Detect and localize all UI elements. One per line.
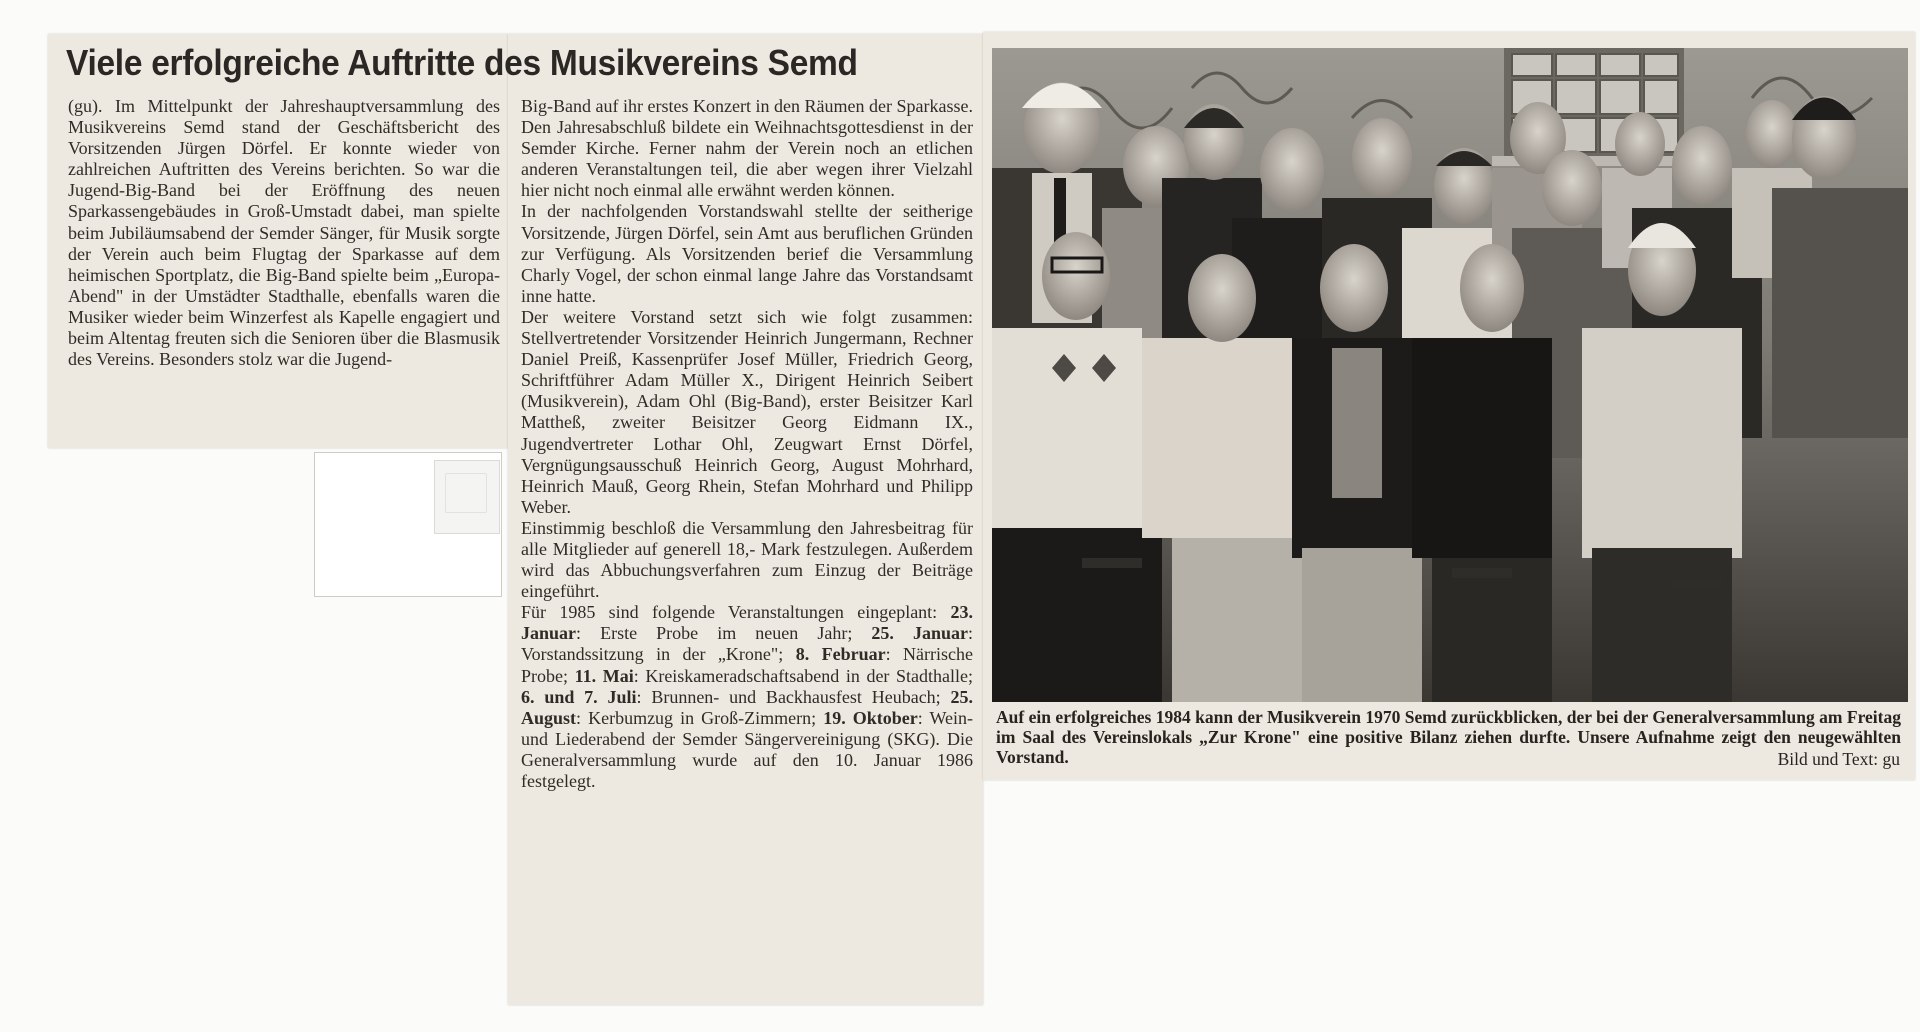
article-column-1 bbox=[68, 96, 500, 370]
column-2-paragraph-1: Big-Band auf ihr erstes Konzert in den Räumen der Sparkasse. Den Jahresabschluß bildete ein Weihnachtsgottesdienst in der Semder Kirche. Ferner nahm der Verein noch an etlichen anderen Veranstaltungen teil, die aber wegen ihrer Vielzahl hier nicht noch einmal alle erwähnt werden können. bbox=[521, 96, 973, 201]
column-2-paragraph-2: In der nachfolgenden Vorstandswahl stellte der seitherige Vorsitzende, Jürgen Dörfel, sein Amt aus beruflichen Gründen zur Verfügung. Als Vorsitzenden berief die Versammlung Charly Vogel, der schon einmal lange Jahre das Vorstandsamt inne hatte. bbox=[521, 201, 973, 306]
event-text: : Närrische Probe; bbox=[521, 644, 973, 686]
event-text: : Wein- und Liederabend der Semder Sängervereinigung (SKG). bbox=[521, 707, 973, 749]
events-outro: Die Generalversammlung wurde auf den 10. Januar 1986 festgelegt. bbox=[521, 728, 973, 791]
article-headline: Viele erfolgreiche Auftritte des Musikvereins Semd bbox=[66, 42, 858, 83]
events-intro: Für 1985 sind folgende Veranstaltungen eingeplant: bbox=[521, 602, 951, 623]
event-date: 11. Mai bbox=[574, 665, 634, 686]
group-photo bbox=[992, 48, 1908, 702]
article-column-2 bbox=[521, 96, 973, 792]
event-date: 25. August bbox=[521, 686, 974, 728]
event-text: : Kreiskameradschaftsabend in der Stadthalle; bbox=[633, 665, 974, 686]
photo-credit: Bild und Text: gu bbox=[1777, 749, 1900, 769]
group-photo-illustration bbox=[992, 48, 1908, 702]
column-2-paragraph-4: Einstimmig beschloß die Versammlung den Jahresbeitrag für alle Mitglieder auf generell 18,- Mark festzulegen. Außerdem wird das Abbuchungsverfahren zum Einzug der Beiträge eingeführt. bbox=[521, 517, 973, 602]
photo-caption: Auf ein erfolgreiches 1984 kann der Musikverein 1970 Semd zurückblicken, der bei der Generalversammlung am Freitag im Saal des Vereinslokals „Zur Krone" eine positive Bilanz ziehen durfte. Unsere Aufnahme zeigt den neugewählten Vorstand. bbox=[996, 707, 1901, 767]
event-date: 25. Januar bbox=[871, 623, 968, 644]
event-date: 19. Oktober bbox=[823, 707, 918, 728]
wall-switch-plate bbox=[434, 460, 500, 534]
event-text: : Erste Probe im neuen Jahr; bbox=[576, 623, 872, 644]
event-text: : Kerbumzug in Groß-Zimmern; bbox=[576, 707, 824, 728]
column-2-paragraph-3: Der weitere Vorstand setzt sich wie folgt zusammen: Stellvertretender Vorsitzender Heinrich Jungermann, Rechner Daniel Preiß, Kassenprüfer Josef Müller, Friedrich Georg, Schriftführer Adam Müller X., Dirigent Heinrich Seibert (Musikverein), Adam Ohl (Big-Band), erster Beisitzer Karl Mattheß, zweiter Beisitzer Georg Eidmann IX., Jugendvertreter Lothar Ohl, Zeugwart Ernst Dörfel, Vergnügungsausschuß Heinrich Georg, August Mohrhard, Heinrich Mauß, Georg Rhein, Stefan Mohrhard und Philipp Weber. bbox=[521, 306, 973, 517]
event-text: : Vorstandssitzung in der „Krone"; bbox=[521, 623, 974, 665]
event-date: 8. Februar bbox=[795, 644, 886, 665]
column-1-text: (gu). Im Mittelpunkt der Jahreshauptversammlung des Musikvereins Semd stand der Geschäftsbericht des Vorsitzenden Jürgen Dörfel. Er konnte wieder von zahlreichen Auftritten des Vereins berichten. So war die Jugend-Big-Band bei der Eröffnung des neuen Sparkassengebäudes in Groß-Umstadt dabei, man spielte beim Jubiläumsabend der Semder Sänger, für Musik sorgte der Verein auch beim Flugtag der Sparkasse auf dem heimischen Sportplatz, die Big-Band spielte beim „Europa-Abend" in der Umstädter Stadthalle, ebenfalls waren die Musiker wieder beim Winzerfest als Kapelle engagiert und beim Altentag freuten sich die Senioren über die Blasmusik des Vereins. Besonders stolz war die Jugend- bbox=[68, 96, 500, 370]
column-2-events-paragraph bbox=[521, 602, 973, 792]
event-date: 6. und 7. Juli bbox=[521, 686, 637, 707]
event-text: : Brunnen- und Backhausfest Heubach; bbox=[636, 686, 951, 707]
event-date: 23. Januar bbox=[521, 602, 973, 644]
